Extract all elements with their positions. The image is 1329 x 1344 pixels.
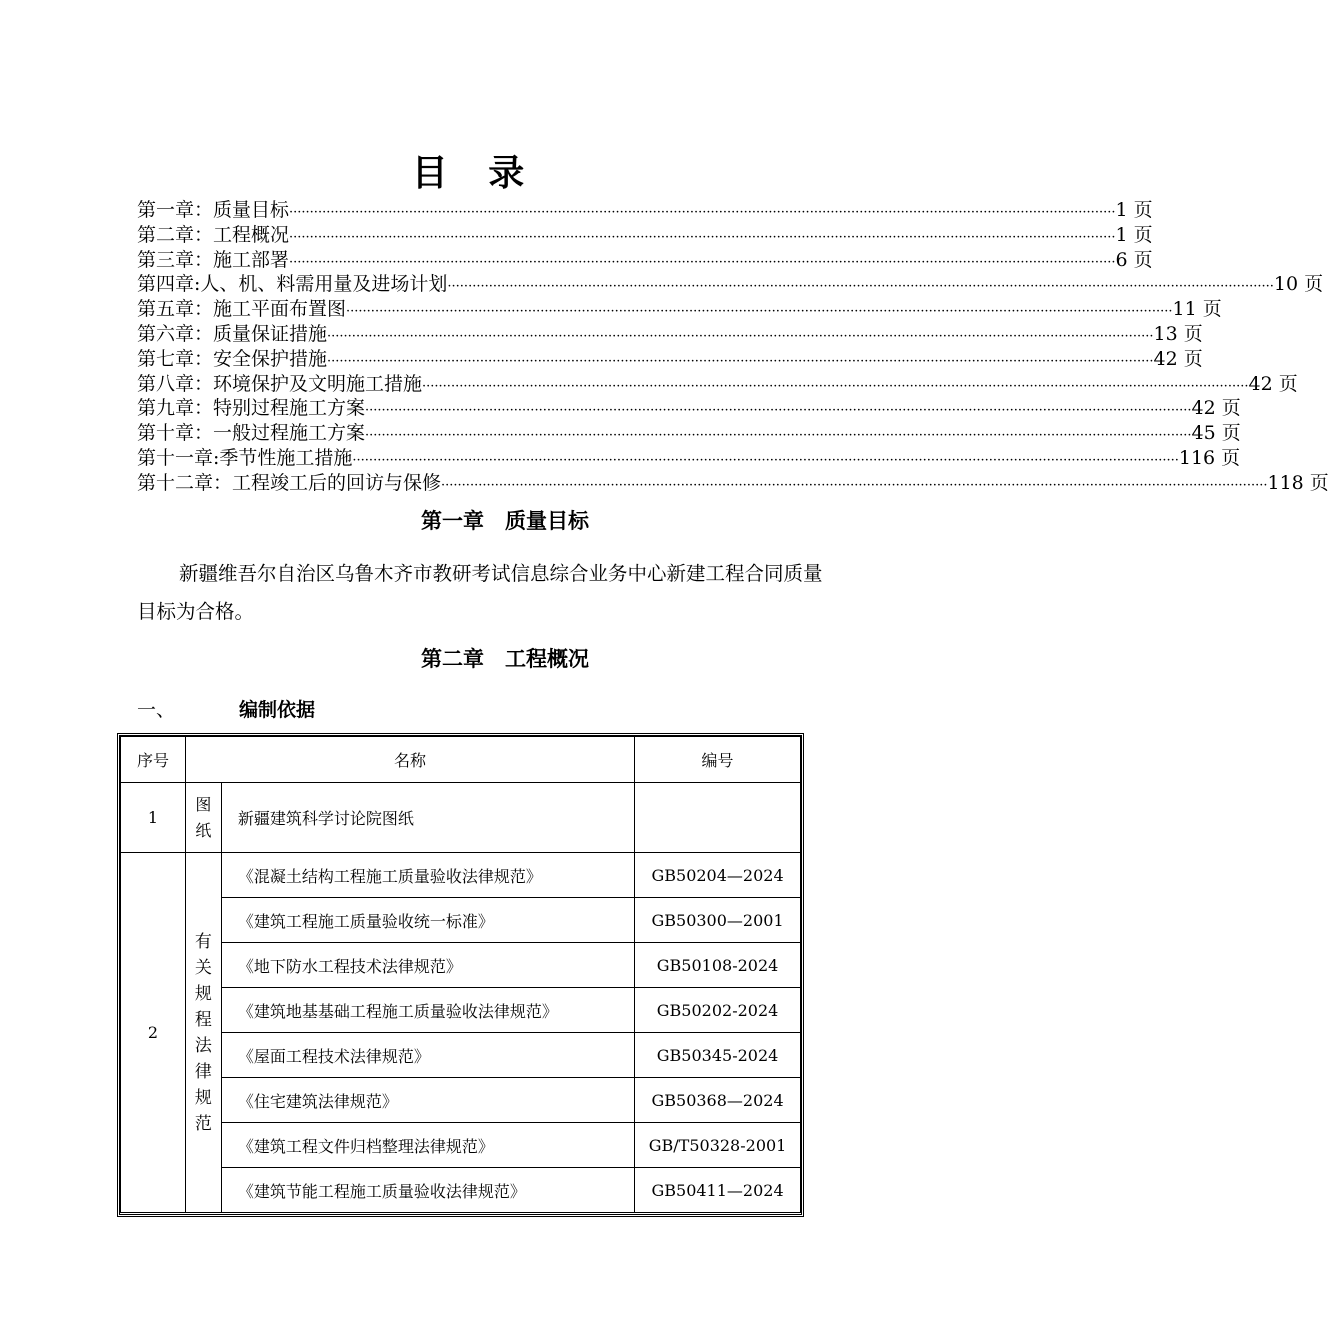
toc-item[interactable]: 第四章:人、机、料需用量及进场计划 ········································································································································································································ 10 页 xyxy=(137,272,777,297)
toc-item[interactable]: 第八章：环境保护及文明施工措施 ········································································································································································································ 42 页 xyxy=(137,372,792,397)
row-code: GB50411—2024 xyxy=(635,1168,801,1213)
row-name: 《住宅建筑法律规范》 xyxy=(221,1078,634,1123)
toc-leader: ········································································································································································································ xyxy=(422,378,1249,394)
toc-item[interactable]: 第六章：质量保证措施 ········································································································································································································ 13 页 xyxy=(137,322,792,347)
chapter-1-body: 新疆维吾尔自治区乌鲁木齐市教研考试信息综合业务中心新建工程合同质量目标为合格。 xyxy=(137,562,823,623)
row-name: 《屋面工程技术法律规范》 xyxy=(221,1033,634,1078)
table-row xyxy=(121,943,801,988)
section-number: 一、 xyxy=(137,699,176,721)
toc-leader: ········································································································································································································ xyxy=(352,452,1179,468)
toc-leader: ········································································································································································································ xyxy=(441,477,1268,493)
row-name: 《建筑工程施工质量验收统一标准》 xyxy=(221,898,634,943)
toc-leader: ········································································································································································································ xyxy=(346,304,1173,320)
row-code: GB50202-2024 xyxy=(635,988,801,1033)
row-category: 图 纸 xyxy=(185,783,221,853)
toc-leader: ········································································································································································································ xyxy=(447,279,1274,295)
header-name: 名称 xyxy=(185,737,634,783)
table-row xyxy=(121,853,801,898)
row-name: 《建筑地基基础工程施工质量验收法律规范》 xyxy=(221,988,634,1033)
table-row xyxy=(121,1078,801,1123)
row-name: 《混凝土结构工程施工质量验收法律规范》 xyxy=(221,853,634,898)
toc-leader: ········································································································································································································ xyxy=(289,254,1116,270)
table-row xyxy=(121,1168,801,1213)
row-code: GB50368—2024 xyxy=(635,1078,801,1123)
table-header-row xyxy=(121,737,801,783)
row-seq: 2 xyxy=(121,853,186,1213)
toc-item[interactable]: 第十二章：工程竣工后的回访与保修 ········································································································································································································ 118 页 xyxy=(137,471,799,496)
toc-item[interactable]: 第二章：工程概况 ········································································································································································································ 1 页 xyxy=(137,223,799,248)
basis-table xyxy=(117,733,804,1217)
row-category: 有 关 规 程 法 律 规 范 xyxy=(185,853,221,1213)
toc-item[interactable]: 第十章：一般过程施工方案 ········································································································································································································ 45 页 xyxy=(137,421,792,446)
toc-title: 目 录 xyxy=(411,152,539,194)
toc-item[interactable]: 第五章：施工平面布置图 ········································································································································································································ 11 页 xyxy=(137,297,792,322)
header-seq: 序号 xyxy=(121,737,186,783)
row-code: GB50204—2024 xyxy=(635,853,801,898)
toc-leader: ········································································································································································································ xyxy=(365,403,1192,419)
row-name: 新疆建筑科学讨论院图纸 xyxy=(221,783,634,853)
header-code: 编号 xyxy=(635,737,801,783)
toc-leader: ········································································································································································································ xyxy=(327,353,1154,369)
section-heading xyxy=(137,696,315,724)
toc-item[interactable]: 第九章：特别过程施工方案 ········································································································································································································ 42 页 xyxy=(137,396,792,421)
toc-leader: ········································································································································································································ xyxy=(289,205,1116,220)
row-name: 《建筑节能工程施工质量验收法律规范》 xyxy=(221,1168,634,1213)
row-code: GB50300—2001 xyxy=(635,898,801,943)
section-title: 编制依据 xyxy=(239,699,316,721)
chapter-2-heading: 第二章 工程概况 xyxy=(421,647,589,671)
toc-item[interactable]: 第七章：安全保护措施 ········································································································································································································ 42 页 xyxy=(137,347,792,372)
row-code: GB50345-2024 xyxy=(635,1033,801,1078)
row-code xyxy=(635,783,801,853)
toc-item[interactable]: 第一章：质量目标 ········································································································································································································ 1 页 xyxy=(137,198,799,223)
toc-leader: ········································································································································································································ xyxy=(327,328,1154,344)
table-row xyxy=(121,988,801,1033)
row-name: 《地下防水工程技术法律规范》 xyxy=(221,943,634,988)
chapter-1-heading: 第一章 质量目标 xyxy=(421,509,589,533)
table-row xyxy=(121,898,801,943)
toc-leader: ········································································································································································································ xyxy=(289,229,1116,245)
toc-item[interactable]: 第三章：施工部署 ········································································································································································································ 6 页 xyxy=(137,248,799,273)
toc-leader: ········································································································································································································ xyxy=(365,428,1192,444)
row-code: GB50108-2024 xyxy=(635,943,801,988)
toc-item[interactable]: 第十一章:季节性施工措施 ········································································································································································································ 116 页 xyxy=(137,446,782,471)
row-code: GB/T50328-2001 xyxy=(635,1123,801,1168)
table-row xyxy=(121,1033,801,1078)
table-row xyxy=(121,783,801,853)
row-name: 《建筑工程文件归档整理法律规范》 xyxy=(221,1123,634,1168)
row-seq: 1 xyxy=(121,783,186,853)
table-row xyxy=(121,1123,801,1168)
table-of-contents xyxy=(137,198,1329,496)
